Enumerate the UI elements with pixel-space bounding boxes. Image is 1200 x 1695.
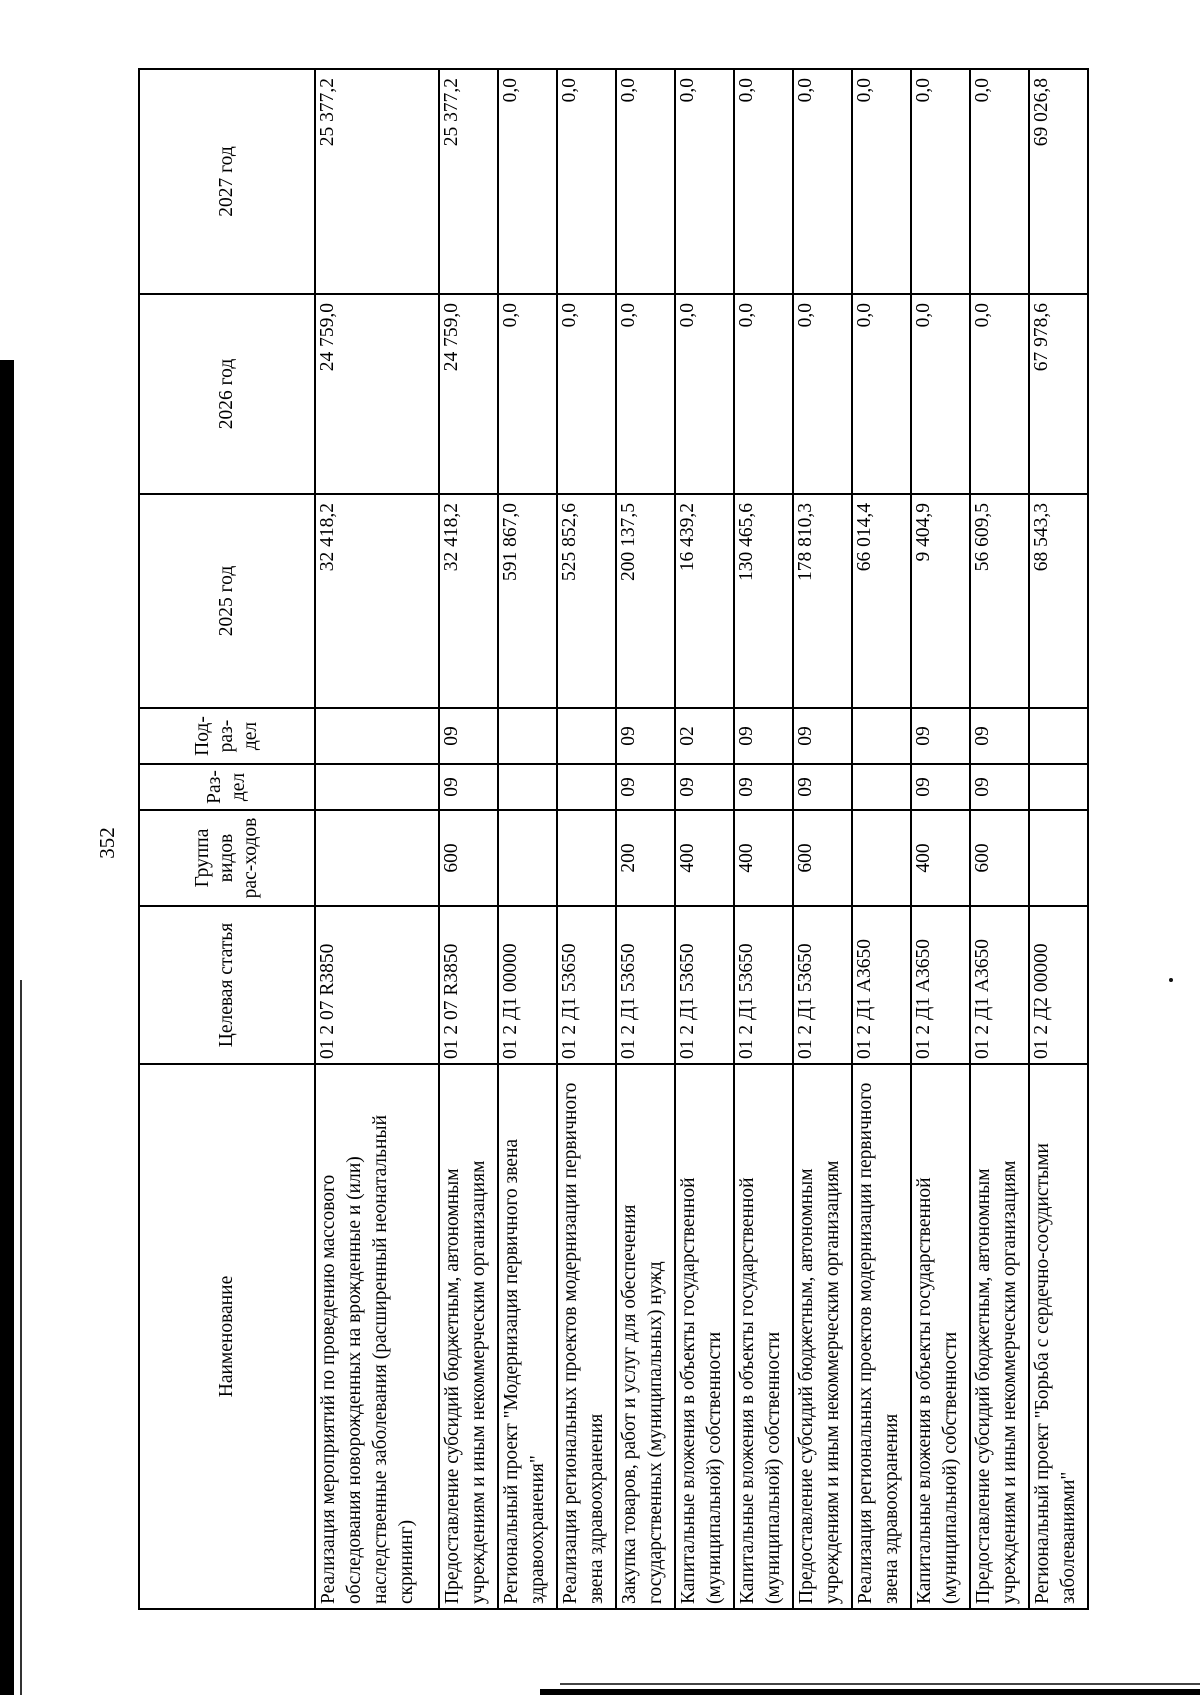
cell-subsection: 09 <box>616 708 675 764</box>
cell-section <box>557 764 616 810</box>
header-section: Раз-дел <box>139 764 315 810</box>
cell-2026: 24 759,0 <box>439 294 498 494</box>
cell-2026: 0,0 <box>675 294 734 494</box>
cell-subsection <box>498 708 557 764</box>
cell-target: 01 2 Д1 00000 <box>498 906 557 1064</box>
cell-2026: 0,0 <box>852 294 911 494</box>
cell-target: 01 2 Д1 53650 <box>557 906 616 1064</box>
cell-group <box>315 810 439 906</box>
cell-2025: 591 867,0 <box>498 494 557 708</box>
table-row <box>911 69 970 1609</box>
cell-2026: 0,0 <box>970 294 1029 494</box>
header-subsection: Под-раз-дел <box>139 708 315 764</box>
cell-name: Реализация мероприятий по проведению массового обследования новорожденных на врожденные и (или) наследственные заболевания (расширенный неонатальный скрининг) <box>315 1064 439 1609</box>
cell-2026: 67 978,6 <box>1029 294 1088 494</box>
cell-target: 01 2 Д1 53650 <box>793 906 852 1064</box>
cell-name: Закупка товаров, работ и услуг для обеспечения государственных (муниципальных) нужд <box>616 1064 675 1609</box>
cell-target: 01 2 Д2 00000 <box>1029 906 1088 1064</box>
table-row <box>616 69 675 1609</box>
table-row <box>498 69 557 1609</box>
table-row <box>734 69 793 1609</box>
scan-bottom-edge <box>540 1689 1200 1695</box>
cell-name: Капитальные вложения в объекты государственной (муниципальной) собственности <box>911 1064 970 1609</box>
cell-section: 09 <box>911 764 970 810</box>
table-row <box>675 69 734 1609</box>
cell-2025: 68 543,3 <box>1029 494 1088 708</box>
cell-2027: 0,0 <box>970 69 1029 294</box>
header-2025: 2025 год <box>139 494 315 708</box>
cell-name: Капитальные вложения в объекты государственной (муниципальной) собственности <box>675 1064 734 1609</box>
cell-name: Предоставление субсидий бюджетным, автономным учреждениям и иным некоммерческим организациям <box>793 1064 852 1609</box>
cell-2026: 0,0 <box>557 294 616 494</box>
cell-2025: 525 852,6 <box>557 494 616 708</box>
cell-2026: 0,0 <box>793 294 852 494</box>
cell-section <box>1029 764 1088 810</box>
cell-group <box>1029 810 1088 906</box>
cell-2027: 0,0 <box>557 69 616 294</box>
cell-section <box>852 764 911 810</box>
cell-2026: 0,0 <box>734 294 793 494</box>
cell-target: 01 2 Д1 А3650 <box>852 906 911 1064</box>
cell-section: 09 <box>793 764 852 810</box>
cell-subsection <box>557 708 616 764</box>
cell-section: 09 <box>616 764 675 810</box>
cell-2027: 69 026,8 <box>1029 69 1088 294</box>
cell-2025: 200 137,5 <box>616 494 675 708</box>
cell-group: 600 <box>970 810 1029 906</box>
header-target: Целевая статья <box>139 906 315 1064</box>
table-row <box>1029 69 1088 1609</box>
cell-subsection <box>852 708 911 764</box>
cell-name: Предоставление субсидий бюджетным, автономным учреждениям и иным некоммерческим организациям <box>439 1064 498 1609</box>
cell-target: 01 2 Д1 53650 <box>734 906 793 1064</box>
cell-target: 01 2 Д1 53650 <box>675 906 734 1064</box>
cell-section: 09 <box>439 764 498 810</box>
table-row <box>970 69 1029 1609</box>
cell-target: 01 2 Д1 А3650 <box>970 906 1029 1064</box>
cell-2025: 66 014,4 <box>852 494 911 708</box>
header-group: Группа видов рас-ходов <box>139 810 315 906</box>
cell-section <box>498 764 557 810</box>
cell-2027: 0,0 <box>734 69 793 294</box>
cell-section: 09 <box>675 764 734 810</box>
cell-target: 01 2 07 R3850 <box>439 906 498 1064</box>
cell-2025: 130 465,6 <box>734 494 793 708</box>
cell-name: Капитальные вложения в объекты государственной (муниципальной) собственности <box>734 1064 793 1609</box>
cell-target: 01 2 Д1 А3650 <box>911 906 970 1064</box>
cell-2025: 32 418,2 <box>315 494 439 708</box>
cell-section <box>315 764 439 810</box>
page-number: 352 <box>95 827 119 859</box>
cell-subsection: 09 <box>911 708 970 764</box>
cell-subsection <box>315 708 439 764</box>
cell-name: Предоставление субсидий бюджетным, автономным учреждениям и иным некоммерческим организациям <box>970 1064 1029 1609</box>
cell-name: Реализация региональных проектов модернизации первичного звена здравоохранения <box>557 1064 616 1609</box>
cell-2025: 178 810,3 <box>793 494 852 708</box>
table-row <box>793 69 852 1609</box>
cell-section: 09 <box>970 764 1029 810</box>
cell-2027: 25 377,2 <box>439 69 498 294</box>
cell-2027: 0,0 <box>675 69 734 294</box>
cell-2027: 0,0 <box>793 69 852 294</box>
cell-group: 200 <box>616 810 675 906</box>
cell-group <box>852 810 911 906</box>
cell-subsection: 02 <box>675 708 734 764</box>
cell-subsection: 09 <box>970 708 1029 764</box>
cell-2027: 25 377,2 <box>315 69 439 294</box>
cell-name: Реализация региональных проектов модернизации первичного звена здравоохранения <box>852 1064 911 1609</box>
cell-2026: 24 759,0 <box>315 294 439 494</box>
cell-2027: 0,0 <box>852 69 911 294</box>
budget-table <box>138 68 1089 1610</box>
table-header-row <box>139 69 315 1609</box>
cell-2025: 16 439,2 <box>675 494 734 708</box>
cell-2025: 32 418,2 <box>439 494 498 708</box>
cell-subsection: 09 <box>734 708 793 764</box>
header-name: Наименование <box>139 1064 315 1609</box>
scan-speck <box>1169 978 1173 982</box>
cell-2027: 0,0 <box>616 69 675 294</box>
cell-name: Региональный проект "Борьба с сердечно-сосудистыми заболеваниями" <box>1029 1064 1088 1609</box>
scan-binding-line <box>20 980 22 1695</box>
scan-bottom-line <box>560 1683 1200 1685</box>
cell-group: 600 <box>793 810 852 906</box>
table-row <box>557 69 616 1609</box>
cell-subsection: 09 <box>793 708 852 764</box>
rotated-table-wrapper <box>138 70 1079 1610</box>
cell-group: 400 <box>911 810 970 906</box>
cell-subsection <box>1029 708 1088 764</box>
cell-subsection: 09 <box>439 708 498 764</box>
cell-2026: 0,0 <box>616 294 675 494</box>
cell-group: 400 <box>734 810 793 906</box>
cell-2025: 56 609,5 <box>970 494 1029 708</box>
cell-2026: 0,0 <box>911 294 970 494</box>
cell-target: 01 2 Д1 53650 <box>616 906 675 1064</box>
scan-binding-edge <box>0 360 14 1695</box>
table-body <box>315 69 1088 1609</box>
cell-2026: 0,0 <box>498 294 557 494</box>
header-2026: 2026 год <box>139 294 315 494</box>
cell-name: Региональный проект "Модернизация первичного звена здравоохранения" <box>498 1064 557 1609</box>
cell-group <box>557 810 616 906</box>
table-row <box>852 69 911 1609</box>
cell-2027: 0,0 <box>911 69 970 294</box>
cell-target: 01 2 07 R3850 <box>315 906 439 1064</box>
cell-section: 09 <box>734 764 793 810</box>
table-row <box>439 69 498 1609</box>
table-row <box>315 69 439 1609</box>
cell-2025: 9 404,9 <box>911 494 970 708</box>
cell-group: 600 <box>439 810 498 906</box>
cell-group <box>498 810 557 906</box>
cell-2027: 0,0 <box>498 69 557 294</box>
header-2027: 2027 год <box>139 69 315 294</box>
cell-group: 400 <box>675 810 734 906</box>
